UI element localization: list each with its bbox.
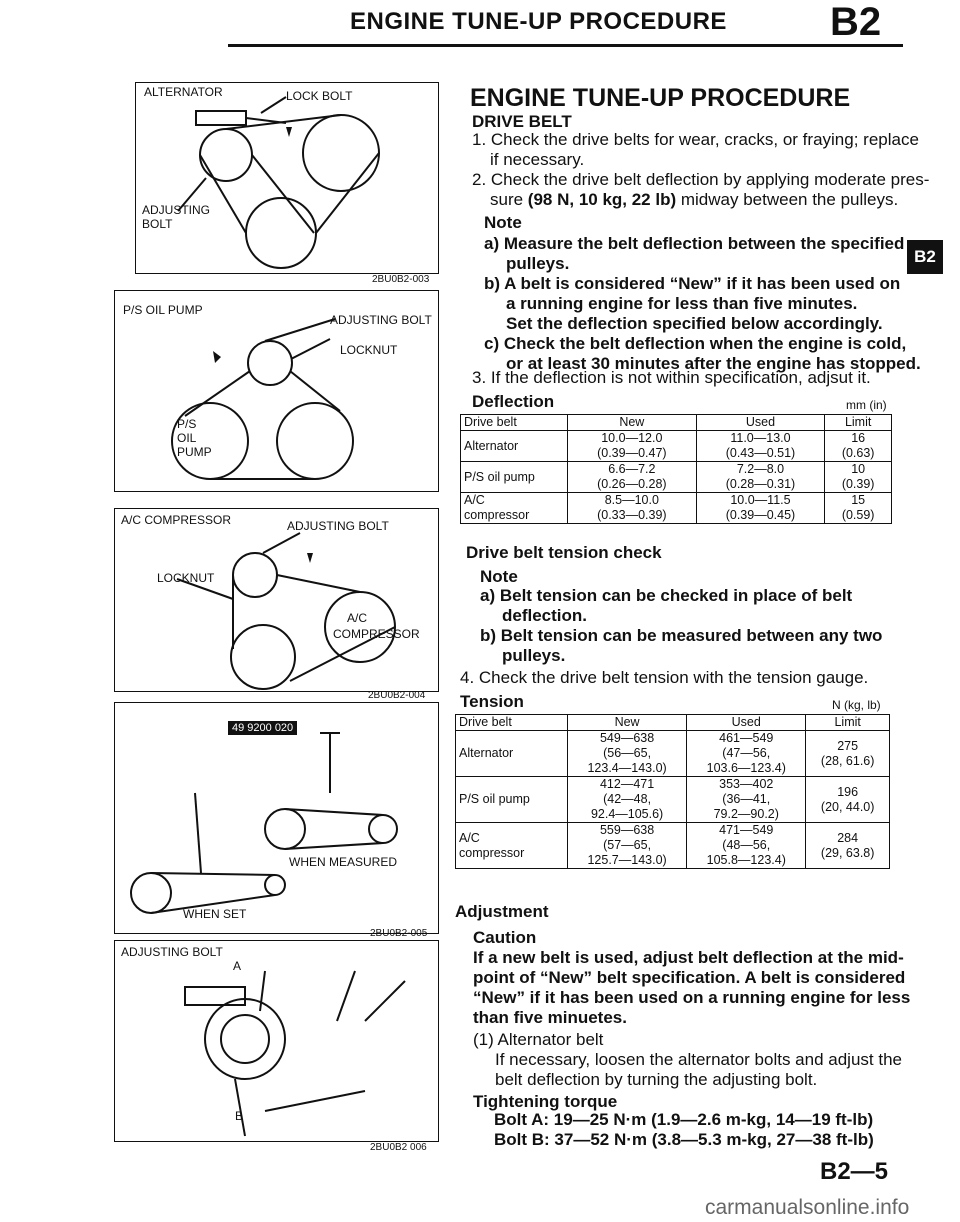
note-list-1: a) Measure the belt deflection between the specified pulleys. b) A belt is considered “New” if it has been used on a running engine for less than five minutes. Set the deflection specified below accordingly. c) Check the belt deflection when the engine is cold, or at least 30 minutes after the engine has stopped. (484, 234, 921, 373)
deflection-table (460, 414, 892, 524)
figure-alternator (135, 82, 439, 274)
tension-heading: Tension (460, 692, 524, 711)
label-ps: P/S (177, 417, 197, 431)
section-title: ENGINE TUNE-UP PROCEDURE (470, 84, 851, 112)
label-bolt-b: B (235, 1109, 244, 1123)
step-3: 3. If the deflection is not within specification, adjsut it. (472, 368, 871, 387)
label-pump: PUMP (177, 445, 212, 459)
figure-ps-oil-pump (114, 290, 439, 492)
label-ac-compressor: A/C COMPRESSOR (121, 513, 232, 527)
table-row: A/C compressor 8.5—10.0 (0.33—0.39) 10.0—11.5 (0.39—0.45) 15 (0.59) (461, 493, 892, 524)
ac-compressor-diagram (115, 509, 438, 691)
torque-heading: Tightening torque (473, 1092, 618, 1111)
figure-code-4: 2BU0B2 006 (370, 1142, 427, 1153)
table-row: Alternator 549—638 (56—65, 123.4—143.0) 461—549 (47—56, 103.6—123.4) 275 (28, 61.6) (456, 731, 890, 777)
note-heading-2: Note (480, 567, 518, 586)
label-oil: OIL (177, 431, 197, 445)
watermark: carmanualsonline.info (705, 1196, 910, 1219)
label-adjusting: ADJUSTING (142, 203, 211, 217)
label-when-measured: WHEN MEASURED (289, 855, 398, 869)
label-locknut: LOCKNUT (340, 343, 398, 357)
label-adjusting-bolt: ADJUSTING BOLT (121, 945, 223, 959)
figure-code-1: 2BU0B2-003 (372, 274, 430, 285)
caution-heading: Caution (473, 928, 537, 947)
alternator-diagram (136, 83, 438, 273)
alternator-bolts-diagram (115, 941, 438, 1141)
figure-code-3: 2BU0B2-005 (370, 928, 428, 939)
label-lock-bolt: LOCK BOLT (286, 89, 353, 103)
header-title: ENGINE TUNE-UP PROCEDURE (350, 8, 727, 35)
table-row: A/C compressor 559—638 (57—65, 125.7—143.0) 471—549 (48—56, 105.8—123.4) 284 (29, 63.8) (456, 823, 890, 869)
label-locknut: LOCKNUT (157, 571, 215, 585)
header-rule (228, 44, 903, 47)
figure-tension-gauge (114, 702, 439, 934)
drive-belt-heading: DRIVE BELT (472, 112, 572, 131)
label-bolt-a: A (233, 959, 242, 973)
tool-number-badge: 49 9200 020 (228, 721, 297, 735)
alternator-belt-item: (1) Alternator belt If necessary, loosen the alternator bolts and adjust the belt deflection by turning the adjusting bolt. (473, 1030, 902, 1089)
tension-check-heading: Drive belt tension check (466, 543, 662, 562)
note-list-2: a) Belt tension can be checked in place of belt deflection. b) Belt tension can be measured between any two pulleys. (480, 586, 883, 665)
figure-adjusting-bolt (114, 940, 439, 1142)
table-row: Alternator 10.0—12.0 (0.39—0.47) 11.0—13.0 (0.43—0.51) 16 (0.63) (461, 431, 892, 462)
table-row: P/S oil pump 6.6—7.2 (0.26—0.28) 7.2—8.0 (0.28—0.31) 10 (0.39) (461, 462, 892, 493)
tension-gauge-diagram (115, 703, 438, 933)
label-when-set: WHEN SET (183, 907, 247, 921)
deflection-heading: Deflection (472, 392, 555, 411)
label-adjusting-bolt: ADJUSTING BOLT (330, 313, 432, 327)
deflection-units: mm (in) (846, 398, 887, 412)
tension-table (455, 714, 890, 869)
label-ac: A/C (347, 611, 368, 625)
tension-units: N (kg, lb) (832, 698, 881, 712)
step-1: 1. Check the drive belts for wear, cracks, or fraying; replace if necessary. (472, 130, 919, 169)
label-compressor: COMPRESSOR (333, 627, 420, 641)
label-bolt: BOLT (142, 217, 173, 231)
label-adjusting-bolt: ADJUSTING BOLT (287, 519, 389, 533)
torque-specs: Bolt A: 19—25 N·m (1.9—2.6 m-kg, 14—19 ft-lb) Bolt B: 37—52 N·m (3.8—5.3 m-kg, 27—38 ft-lb) (494, 1110, 874, 1149)
label-alternator: ALTERNATOR (144, 85, 223, 99)
section-tab: B2 (907, 240, 943, 274)
table-header-row: Drive belt New Used Limit (461, 415, 892, 431)
table-row: P/S oil pump 412—471 (42—48, 92.4—105.6) 353—402 (36—41, 79.2—90.2) 196 (20, 44.0) (456, 777, 890, 823)
table-header-row: Drive belt New Used Limit (456, 715, 890, 731)
page-number: B2—5 (820, 1158, 889, 1185)
step-4: 4. Check the drive belt tension with the tension gauge. (460, 668, 869, 687)
caution-text: If a new belt is used, adjust belt deflection at the mid- point of “New” belt specification. A belt is considered “New” if it has been used on a running engine for less than five minuetes. (473, 948, 911, 1027)
header-section-code: B2 (830, 0, 882, 44)
figure-code-2: 2BU0B2-004 (368, 690, 426, 701)
label-ps-oil-pump: P/S OIL PUMP (123, 303, 203, 317)
step-2: 2. Check the drive belt deflection by applying moderate pres- sure (98 N, 10 kg, 22 lb) midway between the pulleys. (472, 170, 930, 209)
figure-ac-compressor (114, 508, 439, 692)
note-heading-1: Note (484, 213, 522, 232)
adjustment-heading: Adjustment (455, 902, 549, 921)
